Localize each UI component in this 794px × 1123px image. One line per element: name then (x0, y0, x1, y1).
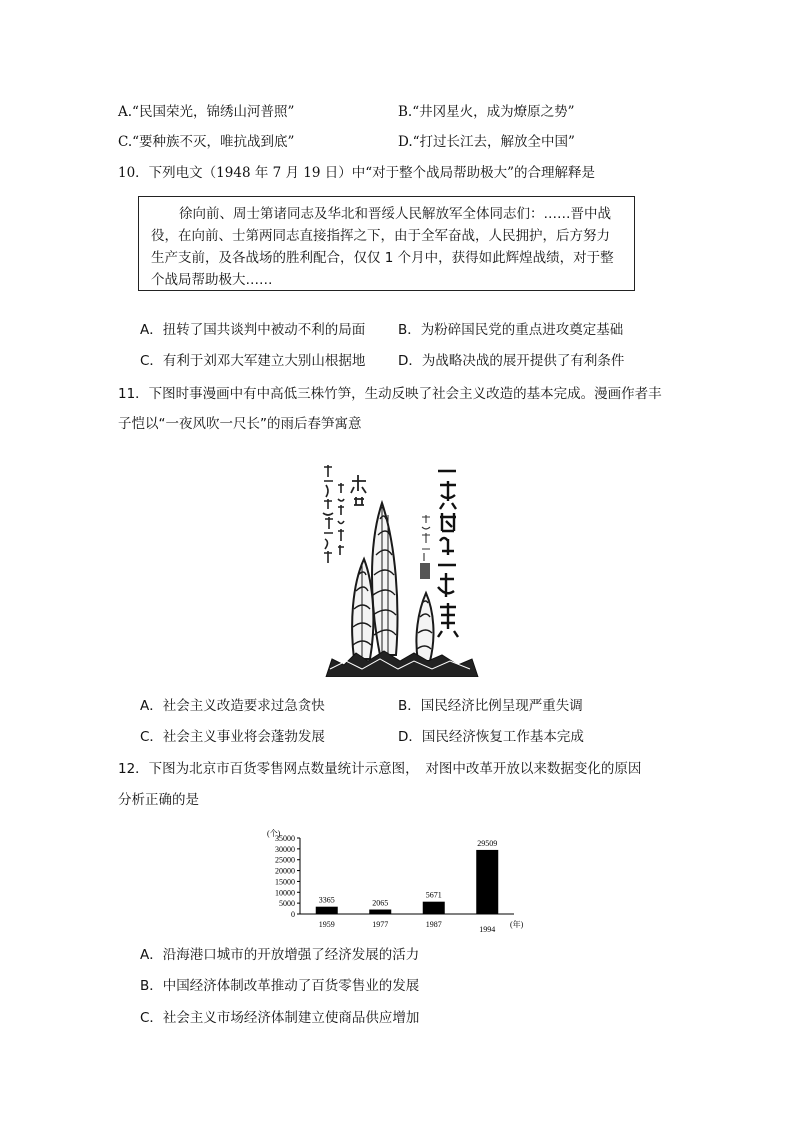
x-tick-label: 1994 (479, 925, 496, 934)
bar-1959 (316, 907, 338, 914)
q11-stem-line1: 11．下图时事漫画中有中高低三株竹笋，生动反映了社会主义改造的基本完成。漫画作者丰 (118, 386, 662, 402)
bar-1994 (476, 850, 498, 914)
q11-option-b: B．国民经济比例呈现严重失调 (398, 698, 583, 714)
y-tick-label: 20000 (275, 866, 295, 876)
q9-option-b: B.“井冈星火，成为燎原之势” (398, 104, 575, 120)
q10-quote-box (138, 196, 635, 291)
bamboo-shoot-medium (352, 559, 373, 659)
data-label: 29509 (477, 838, 498, 848)
cartoon-ground (326, 651, 478, 677)
q11-option-a: A．社会主义改造要求过急贪快 (140, 698, 325, 714)
signature-seal (420, 515, 430, 579)
q10-option-b: B．为粉碎国民党的重点进攻奠定基础 (398, 322, 624, 338)
q10-option-a: A．扭转了国共谈判中被动不利的局面 (140, 322, 366, 338)
q11-stem-line2: 子恺以“一夜风吹一尺长”的雨后春笋寓意 (118, 416, 362, 432)
q9-option-c: C.“要种族不灭，唯抗战到底” (118, 134, 295, 150)
q12-stem-line1: 12．下图为北京市百货零售网点数量统计示意图， 对图中改革开放以来数据变化的原因 (118, 761, 642, 777)
x-tick-label: 1987 (425, 920, 442, 929)
y-tick-label: 25000 (275, 855, 295, 865)
q10-quote-line: 徐向前、周士第诸同志及华北和晋绥人民解放军全体同志们：……晋中战 (179, 206, 611, 222)
data-label: 3365 (318, 895, 335, 905)
q12-option-a: A．沿海港口城市的开放增强了经济发展的活力 (140, 947, 420, 963)
q10-option-c: C．有利于刘邓大军建立大别山根据地 (140, 353, 366, 369)
x-axis-unit: (年) (510, 920, 524, 929)
y-tick-label: 10000 (275, 888, 295, 898)
q10-quote-line: 生产支前，及各战场的胜利配合，仅仅 1 个月中，获得如此辉煌战绩，对于整 (151, 250, 614, 266)
bamboo-shoot-short (416, 593, 433, 661)
q10-stem: 10．下列电文（1948 年 7 月 19 日）中“对于整个战局帮助极大”的合理解释是 (118, 165, 596, 181)
retail-outlets-bar-chart (262, 826, 536, 936)
calligraphy-title (351, 475, 366, 505)
y-tick-label: 15000 (275, 877, 295, 887)
x-tick-label: 1959 (318, 920, 335, 929)
y-tick-label: 0 (291, 910, 295, 919)
y-axis-unit: (个) (267, 829, 281, 838)
x-tick-label: 1977 (372, 920, 389, 929)
calligraphy-right-column (438, 471, 458, 637)
q10-quote-line: 个战局帮助极大…… (151, 272, 273, 288)
calligraphy-left-column (323, 465, 344, 563)
q10-quote-line: 役，在向前、士第两同志直接指挥之下，由于全军奋战，人民拥护，后方努力 (151, 228, 610, 244)
data-label: 5671 (425, 890, 442, 900)
bar-1987 (423, 902, 445, 914)
y-tick-label: 5000 (279, 899, 295, 909)
bar-1977 (369, 910, 391, 914)
q9-option-a: A.“民国荣光，锦绣山河普照” (118, 104, 295, 120)
q11-option-c: C．社会主义事业将会蓬勃发展 (140, 729, 325, 745)
q12-stem-line2: 分析正确的是 (118, 792, 199, 808)
q12-option-b: B．中国经济体制改革推动了百货零售业的发展 (140, 978, 420, 994)
bamboo-shoot-tall (372, 503, 397, 655)
y-tick-label: 30000 (275, 844, 295, 854)
bamboo-shoots-cartoon (310, 455, 482, 677)
q11-option-d: D．国民经济恢复工作基本完成 (398, 729, 584, 745)
q9-option-d: D.“打过长江去，解放全中国” (398, 134, 575, 150)
y-tick-label: 35000 (275, 834, 295, 843)
q10-option-d: D．为战略决战的展开提供了有利条件 (398, 353, 625, 369)
q12-option-c: C．社会主义市场经济体制建立使商品供应增加 (140, 1010, 420, 1026)
data-label: 2065 (372, 898, 389, 908)
